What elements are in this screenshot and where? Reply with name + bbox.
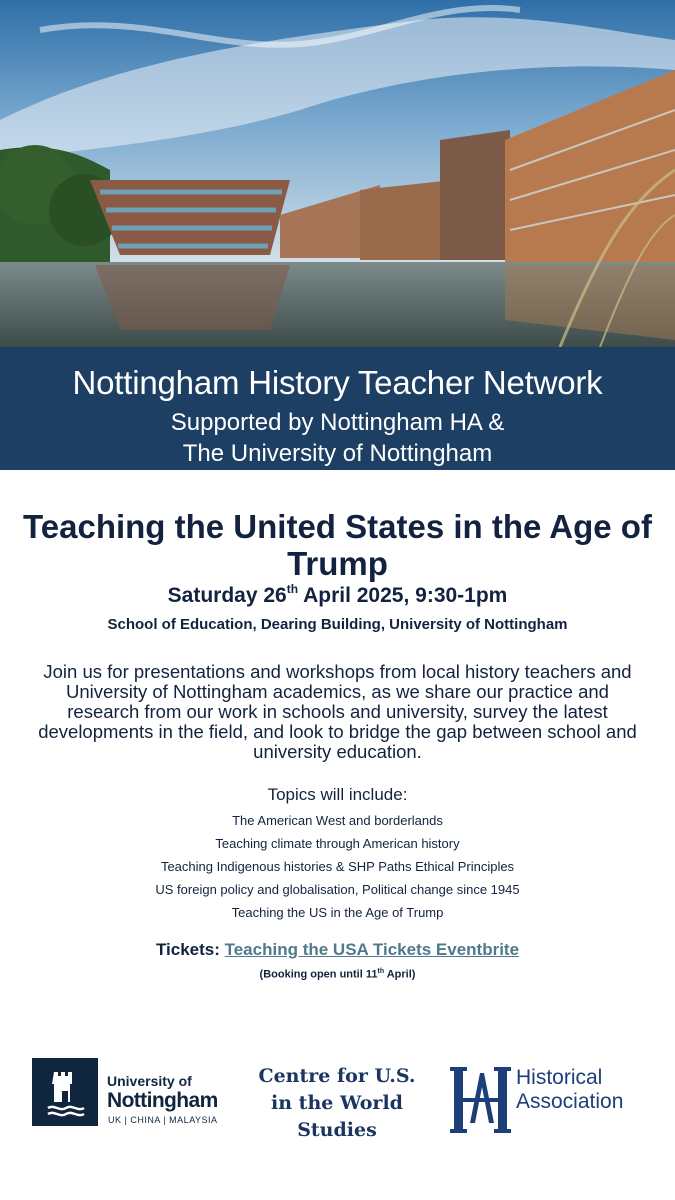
topic-item: The American West and borderlands xyxy=(232,813,443,828)
booking-end: April) xyxy=(384,968,416,981)
tickets-line xyxy=(0,940,675,960)
booking-ordinal: th xyxy=(377,968,385,975)
ha-monogram-icon xyxy=(450,1065,514,1135)
event-title: Teaching the United States in the Age of Trump xyxy=(23,508,652,582)
university-of-nottingham-logo xyxy=(32,1058,222,1128)
event-date xyxy=(0,584,675,608)
supported-by-text xyxy=(0,407,675,469)
topics-list xyxy=(0,809,675,924)
castle-crest-icon xyxy=(32,1058,98,1126)
booking-prefix: (Booking open until 11 xyxy=(259,968,378,981)
event-date-rest: April 2025, 9:30-1pm xyxy=(298,584,508,607)
network-banner xyxy=(0,347,675,470)
intro-paragraph: Join us for presentations and workshops from local history teachers and University of Nottingham academics, as we share our practice and research from our work in schools and university, survey the latest developments in the field, and look to bridge the gap between school and university education. xyxy=(38,661,637,762)
uon-name-line-2: Nottingham xyxy=(107,1089,218,1112)
event-date-ordinal: th xyxy=(286,582,299,596)
uon-campuses: UK | CHINA | MALAYSIA xyxy=(108,1115,218,1125)
network-title: Nottingham History Teacher Network xyxy=(72,364,603,401)
ha-name-line-1: Historical xyxy=(516,1066,603,1089)
topic-item: Teaching the US in the Age of Trump xyxy=(231,905,444,920)
tickets-label: Tickets: xyxy=(155,940,225,959)
hero-campus-photo xyxy=(0,0,675,347)
uon-name-line-1: University of xyxy=(107,1073,192,1089)
topics-heading: Topics will include: xyxy=(267,785,408,804)
centre-line-2: in the World xyxy=(271,1092,403,1114)
event-date-prefix: Saturday 26 xyxy=(167,584,287,607)
booking-note xyxy=(0,968,675,981)
ha-name xyxy=(516,1066,623,1114)
ha-name-line-2: Association xyxy=(516,1090,624,1113)
event-venue: School of Education, Dearing Building, University of Nottingham xyxy=(107,616,568,633)
supported-line-2: The University of Nottingham xyxy=(182,440,493,467)
topic-item: US foreign policy and globalisation, Political change since 1945 xyxy=(155,882,520,897)
historical-association-logo xyxy=(450,1065,650,1135)
centre-line-1: Centre for U.S. xyxy=(258,1065,416,1087)
eventbrite-tickets-link[interactable]: Teaching the USA Tickets Eventbrite xyxy=(224,940,520,959)
topic-item: Teaching climate through American history xyxy=(215,836,460,851)
topic-item: Teaching Indigenous histories & SHP Paths Ethical Principles xyxy=(160,859,515,874)
centre-line-3: Studies xyxy=(297,1119,377,1141)
supported-line-1: Supported by Nottingham HA & xyxy=(170,409,505,436)
centre-us-world-studies-logo xyxy=(242,1063,432,1144)
